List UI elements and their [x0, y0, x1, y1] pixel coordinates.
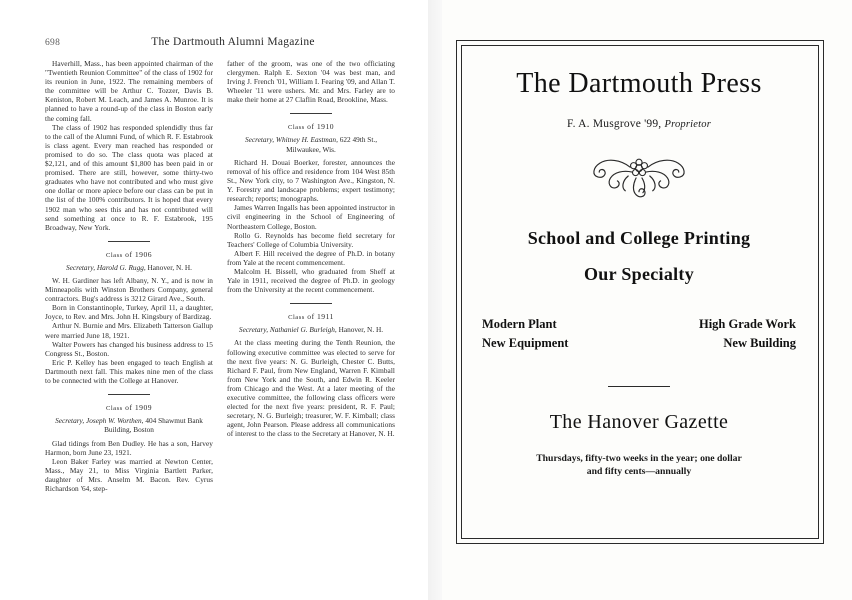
class-label: Class [105, 405, 123, 413]
class-section-heading [227, 312, 395, 321]
proprietor-role: Proprietor [664, 119, 711, 130]
body-paragraph: Glad tidings from Ben Dudley. He has a son, Harvey Harmon, born June 23, 1921. [45, 438, 213, 457]
body-paragraph: Walter Powers has changed his business address to 15 Congress St., Boston. [45, 339, 213, 358]
body-paragraph: Arthur N. Burnie and Mrs. Elizabeth Tatterson Gallup were married June 18, 1921. [45, 321, 213, 340]
secretary-address: 622 49th St., Milwaukee, Wis. [286, 135, 378, 154]
class-secretary-line [45, 416, 213, 434]
body-paragraph: James Warren Ingalls has been appointed instructor in civil engineering in the School of Engineering of Northeastern College, Boston. [227, 203, 395, 231]
body-paragraph: Albert F. Hill received the degree of Ph.D. in botany from Yale at the recent commencement. [227, 248, 395, 267]
body-paragraph: At the class meeting during the Tenth Reunion, the following executive committee was elected to serve for the next five years: N. G. Burleigh, Chester C. Butts, Richard F. Paul, from New England, Warren F. Kimball from New York and the South, and Edwin R. Keeler from Chicago and the West. At a later meeting of the executive committee, the following class officers were elected for the next five years: president, R. F. Paul; secretary, N. G. Burleigh; treasurer, W. F. Kimball; class agent, John Pearson. Please address all communications of interest to the class to the Secretary at Hanover, N. H. [227, 338, 395, 439]
secretary-address: Hanover, N. H. [147, 262, 193, 272]
secretary-name: Nathaniel G. Burleigh, [269, 325, 337, 335]
body-paragraph: The class of 1902 has responded splendidly thus far to the call of the Alumni Fund, of which R. F. Estabrook is class agent. Every man reached has responded or promised to do so. The class quota was placed at $2,121, and of this amount $1,800 has been paid in or promised. There are still, however, some thirty-two graduates who have not contributed and who must give one dollar or more apiece before our class can be put in the list of the 100% contributors. It is hoped that every 1902 man who sees this and has not contributed will send something at once to R. F. Estabrook, 195 Broadway, New York. [45, 122, 213, 232]
class-year: of 1906 [125, 249, 153, 259]
class-secretary-line [45, 263, 213, 272]
feature-item: New Equipment [482, 336, 569, 350]
running-head [45, 36, 395, 52]
secretary-address: 404 Shawmut Bank Building, Boston [104, 416, 203, 435]
section-divider-rule [108, 394, 150, 395]
body-paragraph: father of the groom, was one of the two officiating clergymen. Ralph E. Sexton '04 was best man, and Irving J. French '01, William I. Fearing '09, and Allan T. Wheeler '11 were ushers. Mr. and Mrs. Farley are to make their home at 27 Claflin Road, Brookline, Mass. [227, 59, 395, 105]
class-label: Class [287, 124, 305, 132]
class-section-heading [227, 122, 395, 131]
class-secretary-line [227, 325, 395, 334]
class-section-heading [45, 250, 213, 259]
ad-divider-rule [608, 386, 670, 387]
secretary-name: Harold G. Rugg, [96, 262, 146, 272]
gazette-terms-line: Thursdays, fifty-two weeks in the year; one dollar [536, 453, 742, 464]
advertisement-page [442, 0, 852, 600]
ad-headline-primary: School and College Printing [527, 228, 751, 248]
ad-proprietor-line [482, 118, 796, 130]
section-divider-rule [108, 241, 150, 242]
secretary-name: Joseph W. Worthen, [86, 416, 144, 426]
class-year: of 1910 [307, 122, 335, 132]
secretary-label: Secretary, [238, 325, 269, 335]
magazine-text-block [45, 36, 395, 493]
section-divider-rule [290, 303, 332, 304]
body-paragraph: Eric P. Kelley has been engaged to teach English at Dartmouth next fall. This makes nine men of the class to be connected with the College at Hanover. [45, 357, 213, 386]
ad-title: The Dartmouth Press [516, 68, 762, 99]
body-paragraph: Haverhill, Mass., has been appointed chairman of the "Twentieth Reunion Committee" of the class of 1902 for its reunion in June, 1922. The remaining members of the committee will be Arthur C. Tozzer, Davis B. Keniston, Robert M. Leach, and James A. Munroe. It is planned to have a round-up of the class in Boston early the coming fall. [45, 59, 213, 123]
ad-headline-secondary: Our Specialty [583, 264, 695, 284]
body-paragraph: Born in Constantinople, Turkey, April 11, a daughter, Joyce, to Rev. and Mrs. John H. Kingsbury of Bardizag. [45, 303, 213, 322]
secretary-label: Secretary, [65, 262, 96, 272]
section-divider-rule [290, 113, 332, 114]
secretary-address: Hanover, N. H. [338, 325, 384, 335]
body-paragraph: Rollo G. Reynolds has become field secretary for Teachers' College of Columbia University. [227, 230, 395, 249]
secretary-label: Secretary, [244, 135, 275, 145]
body-paragraph: Malcolm H. Bissell, who graduated from Sheff at Yale in 1911, received the degree of Ph.D. in geology from the University at the recent commencement. [227, 267, 395, 295]
class-label: Class [105, 251, 123, 259]
page-number: 698 [45, 38, 61, 48]
body-paragraph: W. H. Gardiner has left Albany, N. Y., and is now in Minneapolis with Winston Brothers Company, general contractors. Bug's address is 3212 Girard Ave., South. [45, 275, 213, 304]
feature-item: Modern Plant [482, 317, 557, 331]
proprietor-name: F. A. Musgrove '99, [566, 118, 662, 130]
ad-content [456, 40, 822, 542]
feature-item: High Grade Work [698, 317, 796, 331]
ad-features-right [699, 315, 796, 353]
class-label: Class [288, 314, 305, 322]
class-year: of 1911 [307, 312, 334, 322]
class-year: of 1909 [125, 403, 153, 413]
gazette-subscription-terms [482, 452, 796, 478]
ad-features-left [482, 315, 568, 353]
class-secretary-line [227, 135, 395, 153]
body-paragraph: Leon Baker Farley was married at Newton Center, Mass., May 21, to Miss Virginia Bartlett Parker, daughter of Mrs. Anselm M. Bacon. Rev. Cyrus Richardson '64, step- [45, 456, 213, 493]
feature-item: New Building [723, 336, 796, 350]
magazine-running-title: The Dartmouth Alumni Magazine [151, 36, 315, 48]
secretary-label: Secretary, [55, 416, 85, 426]
text-column-right [227, 59, 395, 493]
gazette-terms-line: and fifty cents—annually [586, 466, 692, 477]
secretary-name: Whitney H. Eastman, [275, 135, 338, 145]
ad-feature-list [482, 315, 796, 353]
two-column-layout [45, 59, 395, 493]
class-section-heading [45, 403, 213, 412]
floral-scroll-ornament-icon [585, 150, 693, 202]
body-paragraph: Richard H. Douai Boerker, forester, announces the removal of his office and residence from 104 West 85th St., New York city, to 7 Washington Ave., Kingston, N. Y. Forestry and landscape problems; expert testimony; research; reports; monographs. [227, 157, 395, 204]
gazette-title: The Hanover Gazette [549, 411, 729, 433]
text-column-left [45, 59, 213, 493]
